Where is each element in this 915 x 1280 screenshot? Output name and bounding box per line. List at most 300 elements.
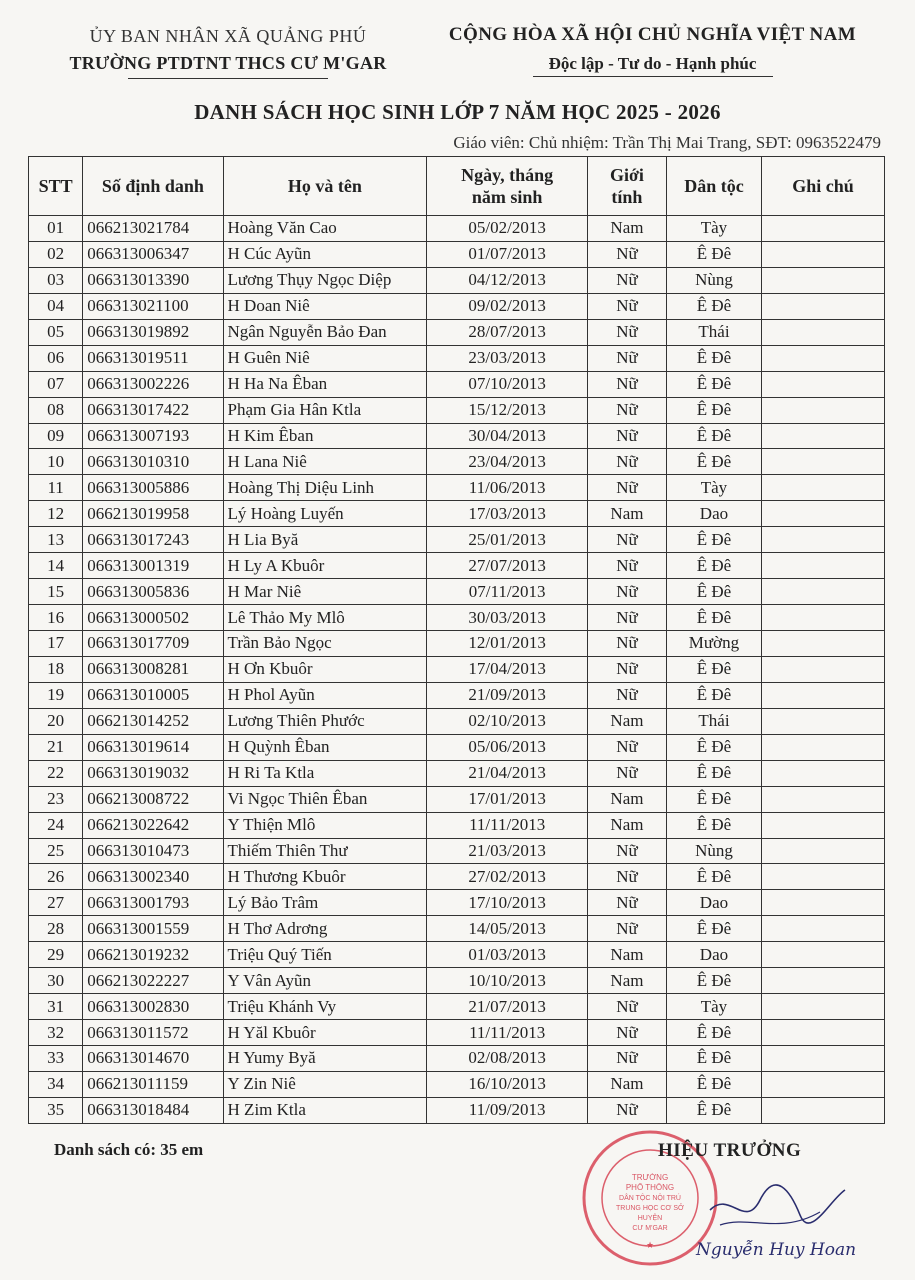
- cell-ethnicity: Mường: [666, 631, 761, 657]
- cell-stt: 30: [29, 968, 83, 994]
- cell-sex: Nữ: [588, 631, 667, 657]
- col-header-stt: STT: [29, 157, 83, 216]
- cell-dob: 30/04/2013: [427, 423, 588, 449]
- cell-note: [762, 1046, 885, 1072]
- table-row: [29, 371, 885, 397]
- homeroom-teacher: Giáo viên: Chủ nhiệm: Trần Thị Mai Trang, SĐT: 0963522479: [453, 133, 881, 152]
- cell-note: [762, 527, 885, 553]
- table-row: [29, 682, 885, 708]
- table-row: [29, 942, 885, 968]
- cell-id: 066313014670: [83, 1046, 223, 1072]
- cell-stt: 35: [29, 1097, 83, 1123]
- cell-stt: 25: [29, 838, 83, 864]
- cell-id: 066313017243: [83, 527, 223, 553]
- col-header-sex: [588, 157, 667, 216]
- cell-name: Hoàng Thị Diệu Linh: [223, 475, 427, 501]
- cell-sex: Nữ: [588, 475, 667, 501]
- cell-note: [762, 216, 885, 242]
- cell-dob: 07/11/2013: [427, 579, 588, 605]
- cell-sex: Nữ: [588, 605, 667, 631]
- cell-id: 066313017422: [83, 397, 223, 423]
- table-row: [29, 994, 885, 1020]
- cell-name: Trần Bảo Ngọc: [223, 631, 427, 657]
- cell-sex: Nữ: [588, 1046, 667, 1072]
- cell-note: [762, 631, 885, 657]
- cell-dob: 21/03/2013: [427, 838, 588, 864]
- cell-id: 066313018484: [83, 1097, 223, 1123]
- cell-note: [762, 267, 885, 293]
- cell-sex: Nam: [588, 786, 667, 812]
- cell-stt: 18: [29, 656, 83, 682]
- cell-dob: 02/08/2013: [427, 1046, 588, 1072]
- cell-name: H Yăl Kbuôr: [223, 1020, 427, 1046]
- cell-id: 066313010005: [83, 682, 223, 708]
- cell-note: [762, 734, 885, 760]
- table-row: [29, 553, 885, 579]
- cell-dob: 01/03/2013: [427, 942, 588, 968]
- cell-stt: 02: [29, 241, 83, 267]
- cell-note: [762, 423, 885, 449]
- cell-dob: 05/02/2013: [427, 216, 588, 242]
- table-row: [29, 216, 885, 242]
- cell-ethnicity: Ê Đê: [666, 812, 761, 838]
- committee-name: ỦY BAN NHÂN XÃ QUẢNG PHÚ: [89, 26, 367, 46]
- cell-ethnicity: Dao: [666, 501, 761, 527]
- cell-id: 066313005886: [83, 475, 223, 501]
- cell-name: Vi Ngọc Thiên Êban: [223, 786, 427, 812]
- table-row: [29, 397, 885, 423]
- cell-dob: 07/10/2013: [427, 371, 588, 397]
- cell-note: [762, 890, 885, 916]
- cell-dob: 23/03/2013: [427, 345, 588, 371]
- col-header-sex-line2: tính: [611, 187, 643, 207]
- cell-stt: 22: [29, 760, 83, 786]
- cell-stt: 11: [29, 475, 83, 501]
- cell-sex: Nữ: [588, 449, 667, 475]
- cell-id: 066213011159: [83, 1071, 223, 1097]
- cell-sex: Nữ: [588, 656, 667, 682]
- cell-id: 066313008281: [83, 656, 223, 682]
- cell-name: Ngân Nguyễn Bảo Đan: [223, 319, 427, 345]
- cell-name: Y Vân Ayũn: [223, 968, 427, 994]
- cell-id: 066213008722: [83, 786, 223, 812]
- cell-name: Hoàng Văn Cao: [223, 216, 427, 242]
- cell-name: H Zim Ktla: [223, 1097, 427, 1123]
- col-header-id: Số định danh: [83, 157, 223, 216]
- table-row: [29, 475, 885, 501]
- cell-stt: 31: [29, 994, 83, 1020]
- cell-ethnicity: Thái: [666, 708, 761, 734]
- table-row: [29, 812, 885, 838]
- cell-name: H Mar Niê: [223, 579, 427, 605]
- table-row: [29, 734, 885, 760]
- table-row: [29, 319, 885, 345]
- cell-note: [762, 319, 885, 345]
- cell-sex: Nữ: [588, 345, 667, 371]
- cell-ethnicity: Ê Đê: [666, 527, 761, 553]
- cell-ethnicity: Ê Đê: [666, 605, 761, 631]
- cell-note: [762, 942, 885, 968]
- table-row: [29, 241, 885, 267]
- cell-ethnicity: Dao: [666, 942, 761, 968]
- header-left-underline: [128, 78, 328, 79]
- cell-stt: 29: [29, 942, 83, 968]
- cell-ethnicity: Ê Đê: [666, 241, 761, 267]
- cell-name: Lương Thụy Ngọc Diệp: [223, 267, 427, 293]
- cell-stt: 17: [29, 631, 83, 657]
- cell-sex: Nữ: [588, 371, 667, 397]
- cell-sex: Nữ: [588, 241, 667, 267]
- cell-ethnicity: Tày: [666, 994, 761, 1020]
- cell-ethnicity: Ê Đê: [666, 423, 761, 449]
- cell-ethnicity: Ê Đê: [666, 760, 761, 786]
- table-row: [29, 786, 885, 812]
- cell-ethnicity: Ê Đê: [666, 553, 761, 579]
- cell-ethnicity: Tày: [666, 475, 761, 501]
- cell-dob: 12/01/2013: [427, 631, 588, 657]
- cell-note: [762, 1071, 885, 1097]
- cell-note: [762, 345, 885, 371]
- cell-dob: 27/07/2013: [427, 553, 588, 579]
- cell-id: 066313001319: [83, 553, 223, 579]
- cell-note: [762, 449, 885, 475]
- school-name: TRƯỜNG PTDTNT THCS CƯ M'GAR: [69, 53, 387, 73]
- table-row: [29, 968, 885, 994]
- cell-sex: Nữ: [588, 734, 667, 760]
- cell-sex: Nam: [588, 216, 667, 242]
- cell-note: [762, 812, 885, 838]
- cell-name: Phạm Gia Hân Ktla: [223, 397, 427, 423]
- cell-dob: 09/02/2013: [427, 293, 588, 319]
- cell-stt: 06: [29, 345, 83, 371]
- principal-title: HIỆU TRƯỞNG: [658, 1140, 802, 1161]
- cell-id: 066313002340: [83, 864, 223, 890]
- cell-dob: 10/10/2013: [427, 968, 588, 994]
- cell-stt: 32: [29, 1020, 83, 1046]
- cell-sex: Nữ: [588, 553, 667, 579]
- cell-dob: 17/03/2013: [427, 501, 588, 527]
- national-motto: [430, 24, 875, 77]
- cell-ethnicity: Ê Đê: [666, 786, 761, 812]
- cell-id: 066313019032: [83, 760, 223, 786]
- cell-name: Lý Bảo Trâm: [223, 890, 427, 916]
- cell-name: H Ly A Kbuôr: [223, 553, 427, 579]
- table-row: [29, 1020, 885, 1046]
- cell-ethnicity: Ê Đê: [666, 371, 761, 397]
- cell-name: H Cúc Ayũn: [223, 241, 427, 267]
- document-title: DANH SÁCH HỌC SINH LỚP 7 NĂM HỌC 2025 - 2026: [194, 100, 721, 124]
- cell-name: H Thương Kbuôr: [223, 864, 427, 890]
- cell-dob: 11/11/2013: [427, 812, 588, 838]
- cell-name: H Lia Byă: [223, 527, 427, 553]
- svg-text:HUYỆN: HUYỆN: [637, 1215, 663, 1222]
- cell-stt: 28: [29, 916, 83, 942]
- cell-note: [762, 864, 885, 890]
- cell-name: Lương Thiên Phước: [223, 708, 427, 734]
- cell-dob: 17/04/2013: [427, 656, 588, 682]
- table-row: [29, 423, 885, 449]
- cell-note: [762, 1097, 885, 1123]
- cell-stt: 08: [29, 397, 83, 423]
- cell-id: 066313010473: [83, 838, 223, 864]
- cell-note: [762, 397, 885, 423]
- cell-id: 066313019511: [83, 345, 223, 371]
- cell-name: Lê Thảo My Mlô: [223, 605, 427, 631]
- cell-ethnicity: Ê Đê: [666, 1046, 761, 1072]
- cell-sex: Nữ: [588, 890, 667, 916]
- cell-stt: 13: [29, 527, 83, 553]
- cell-id: 066313000502: [83, 605, 223, 631]
- cell-stt: 23: [29, 786, 83, 812]
- cell-ethnicity: Ê Đê: [666, 656, 761, 682]
- cell-id: 066313011572: [83, 1020, 223, 1046]
- cell-name: H Phol Ayũn: [223, 682, 427, 708]
- cell-sex: Nữ: [588, 527, 667, 553]
- cell-stt: 19: [29, 682, 83, 708]
- header-right-underline: [533, 76, 773, 77]
- cell-id: 066313001559: [83, 916, 223, 942]
- cell-sex: Nữ: [588, 293, 667, 319]
- cell-ethnicity: Ê Đê: [666, 1071, 761, 1097]
- cell-dob: 04/12/2013: [427, 267, 588, 293]
- cell-note: [762, 760, 885, 786]
- cell-stt: 14: [29, 553, 83, 579]
- cell-stt: 21: [29, 734, 83, 760]
- cell-stt: 26: [29, 864, 83, 890]
- cell-dob: 28/07/2013: [427, 319, 588, 345]
- col-header-dob: [427, 157, 588, 216]
- cell-id: 066313010310: [83, 449, 223, 475]
- cell-sex: Nữ: [588, 319, 667, 345]
- cell-dob: 21/04/2013: [427, 760, 588, 786]
- country-name: CỘNG HÒA XÃ HỘI CHỦ NGHĨA VIỆT NAM: [448, 24, 857, 45]
- cell-name: Triệu Quý Tiến: [223, 942, 427, 968]
- svg-text:DÂN TỘC NỘI TRÚ: DÂN TỘC NỘI TRÚ: [619, 1195, 681, 1202]
- cell-name: Thiếm Thiên Thư: [223, 838, 427, 864]
- table-row: [29, 293, 885, 319]
- cell-note: [762, 656, 885, 682]
- cell-id: 066313013390: [83, 267, 223, 293]
- cell-sex: Nữ: [588, 1097, 667, 1123]
- cell-note: [762, 994, 885, 1020]
- cell-note: [762, 682, 885, 708]
- cell-ethnicity: Ê Đê: [666, 968, 761, 994]
- motto: Độc lập - Tư do - Hạnh phúc: [548, 54, 757, 73]
- table-row: [29, 1071, 885, 1097]
- cell-name: Lý Hoàng Luyến: [223, 501, 427, 527]
- cell-dob: 17/10/2013: [427, 890, 588, 916]
- cell-id: 066213019958: [83, 501, 223, 527]
- cell-sex: Nữ: [588, 682, 667, 708]
- cell-ethnicity: Tày: [666, 216, 761, 242]
- table-row: [29, 527, 885, 553]
- table-row: [29, 605, 885, 631]
- cell-id: 066313001793: [83, 890, 223, 916]
- cell-id: 066213019232: [83, 942, 223, 968]
- table-row: [29, 631, 885, 657]
- svg-text:TRUNG HỌC CƠ SỞ: TRUNG HỌC CƠ SỞ: [615, 1205, 685, 1212]
- cell-ethnicity: Ê Đê: [666, 864, 761, 890]
- cell-note: [762, 501, 885, 527]
- cell-note: [762, 916, 885, 942]
- table-row: [29, 708, 885, 734]
- col-header-dob-line1: Ngày, tháng: [461, 165, 554, 185]
- signer-name: Nguyễn Huy Hoan: [696, 1240, 857, 1260]
- cell-note: [762, 475, 885, 501]
- cell-sex: Nữ: [588, 423, 667, 449]
- cell-dob: 14/05/2013: [427, 916, 588, 942]
- cell-sex: Nữ: [588, 760, 667, 786]
- cell-name: H Doan Niê: [223, 293, 427, 319]
- cell-name: Y Thiện Mlô: [223, 812, 427, 838]
- cell-id: 066313006347: [83, 241, 223, 267]
- cell-id: 066213014252: [83, 708, 223, 734]
- cell-sex: Nam: [588, 812, 667, 838]
- cell-stt: 16: [29, 605, 83, 631]
- table-row: [29, 1046, 885, 1072]
- col-header-ethnicity: Dân tộc: [666, 157, 761, 216]
- cell-sex: Nam: [588, 1071, 667, 1097]
- cell-dob: 25/01/2013: [427, 527, 588, 553]
- cell-stt: 27: [29, 890, 83, 916]
- issuing-authority: [38, 26, 418, 79]
- cell-note: [762, 579, 885, 605]
- cell-stt: 04: [29, 293, 83, 319]
- table-row: [29, 579, 885, 605]
- cell-name: H Lana Niê: [223, 449, 427, 475]
- table-row: [29, 449, 885, 475]
- cell-note: [762, 553, 885, 579]
- cell-sex: Nữ: [588, 916, 667, 942]
- cell-dob: 21/09/2013: [427, 682, 588, 708]
- svg-text:PHỔ THÔNG: PHỔ THÔNG: [625, 1183, 675, 1192]
- cell-ethnicity: Ê Đê: [666, 1097, 761, 1123]
- cell-id: 066313005836: [83, 579, 223, 605]
- cell-sex: Nữ: [588, 267, 667, 293]
- cell-id: 066313021100: [83, 293, 223, 319]
- cell-ethnicity: Ê Đê: [666, 293, 761, 319]
- cell-id: 066313017709: [83, 631, 223, 657]
- table-row: [29, 916, 885, 942]
- cell-stt: 05: [29, 319, 83, 345]
- cell-note: [762, 371, 885, 397]
- cell-dob: 15/12/2013: [427, 397, 588, 423]
- cell-id: 066313007193: [83, 423, 223, 449]
- table-row: [29, 760, 885, 786]
- cell-stt: 33: [29, 1046, 83, 1072]
- cell-name: Y Zin Niê: [223, 1071, 427, 1097]
- cell-dob: 01/07/2013: [427, 241, 588, 267]
- cell-ethnicity: Nùng: [666, 267, 761, 293]
- cell-dob: 02/10/2013: [427, 708, 588, 734]
- col-header-sex-line1: Giới: [609, 165, 644, 185]
- cell-dob: 11/11/2013: [427, 1020, 588, 1046]
- cell-note: [762, 241, 885, 267]
- cell-stt: 20: [29, 708, 83, 734]
- cell-dob: 16/10/2013: [427, 1071, 588, 1097]
- cell-note: [762, 605, 885, 631]
- cell-sex: Nữ: [588, 1020, 667, 1046]
- cell-sex: Nữ: [588, 579, 667, 605]
- cell-note: [762, 786, 885, 812]
- col-header-note: Ghi chú: [762, 157, 885, 216]
- table-row: [29, 656, 885, 682]
- cell-id: 066213022642: [83, 812, 223, 838]
- cell-stt: 09: [29, 423, 83, 449]
- svg-text:CƯ M'GAR: CƯ M'GAR: [632, 1225, 668, 1232]
- cell-stt: 12: [29, 501, 83, 527]
- cell-ethnicity: Ê Đê: [666, 345, 761, 371]
- cell-name: H Ơn Kbuôr: [223, 656, 427, 682]
- cell-name: H Ha Na Êban: [223, 371, 427, 397]
- cell-sex: Nam: [588, 708, 667, 734]
- col-header-dob-line2: năm sinh: [471, 187, 543, 207]
- cell-ethnicity: Dao: [666, 890, 761, 916]
- col-header-name: Họ và tên: [223, 157, 427, 216]
- cell-sex: Nam: [588, 968, 667, 994]
- student-roster-table: [28, 156, 885, 1124]
- cell-id: 066313019892: [83, 319, 223, 345]
- cell-ethnicity: Ê Đê: [666, 1020, 761, 1046]
- cell-ethnicity: Ê Đê: [666, 682, 761, 708]
- cell-stt: 07: [29, 371, 83, 397]
- table-header-row: [29, 157, 885, 216]
- cell-stt: 10: [29, 449, 83, 475]
- cell-ethnicity: Nùng: [666, 838, 761, 864]
- cell-name: H Yumy Byă: [223, 1046, 427, 1072]
- cell-note: [762, 838, 885, 864]
- cell-ethnicity: Ê Đê: [666, 734, 761, 760]
- cell-ethnicity: Ê Đê: [666, 916, 761, 942]
- table-row: [29, 501, 885, 527]
- cell-stt: 01: [29, 216, 83, 242]
- cell-name: H Thơ Adrơng: [223, 916, 427, 942]
- cell-dob: 17/01/2013: [427, 786, 588, 812]
- cell-id: 066313002226: [83, 371, 223, 397]
- cell-note: [762, 968, 885, 994]
- cell-sex: Nữ: [588, 397, 667, 423]
- cell-note: [762, 293, 885, 319]
- table-row: [29, 1097, 885, 1123]
- student-count: Danh sách có: 35 em: [54, 1140, 204, 1159]
- cell-note: [762, 1020, 885, 1046]
- svg-text:★: ★: [645, 1240, 655, 1250]
- cell-ethnicity: Ê Đê: [666, 579, 761, 605]
- svg-text:TRƯỜNG: TRƯỜNG: [631, 1173, 669, 1182]
- cell-sex: Nam: [588, 942, 667, 968]
- cell-ethnicity: Ê Đê: [666, 449, 761, 475]
- cell-ethnicity: Ê Đê: [666, 397, 761, 423]
- cell-name: H Quỳnh Êban: [223, 734, 427, 760]
- cell-dob: 23/04/2013: [427, 449, 588, 475]
- cell-name: H Kim Êban: [223, 423, 427, 449]
- cell-name: H Guên Niê: [223, 345, 427, 371]
- cell-stt: 15: [29, 579, 83, 605]
- cell-dob: 05/06/2013: [427, 734, 588, 760]
- cell-sex: Nữ: [588, 994, 667, 1020]
- cell-note: [762, 708, 885, 734]
- cell-stt: 24: [29, 812, 83, 838]
- cell-dob: 27/02/2013: [427, 864, 588, 890]
- cell-name: Triệu Khánh Vy: [223, 994, 427, 1020]
- cell-sex: Nam: [588, 501, 667, 527]
- table-row: [29, 890, 885, 916]
- cell-id: 066313019614: [83, 734, 223, 760]
- table-row: [29, 267, 885, 293]
- cell-dob: 11/06/2013: [427, 475, 588, 501]
- cell-sex: Nữ: [588, 838, 667, 864]
- table-row: [29, 864, 885, 890]
